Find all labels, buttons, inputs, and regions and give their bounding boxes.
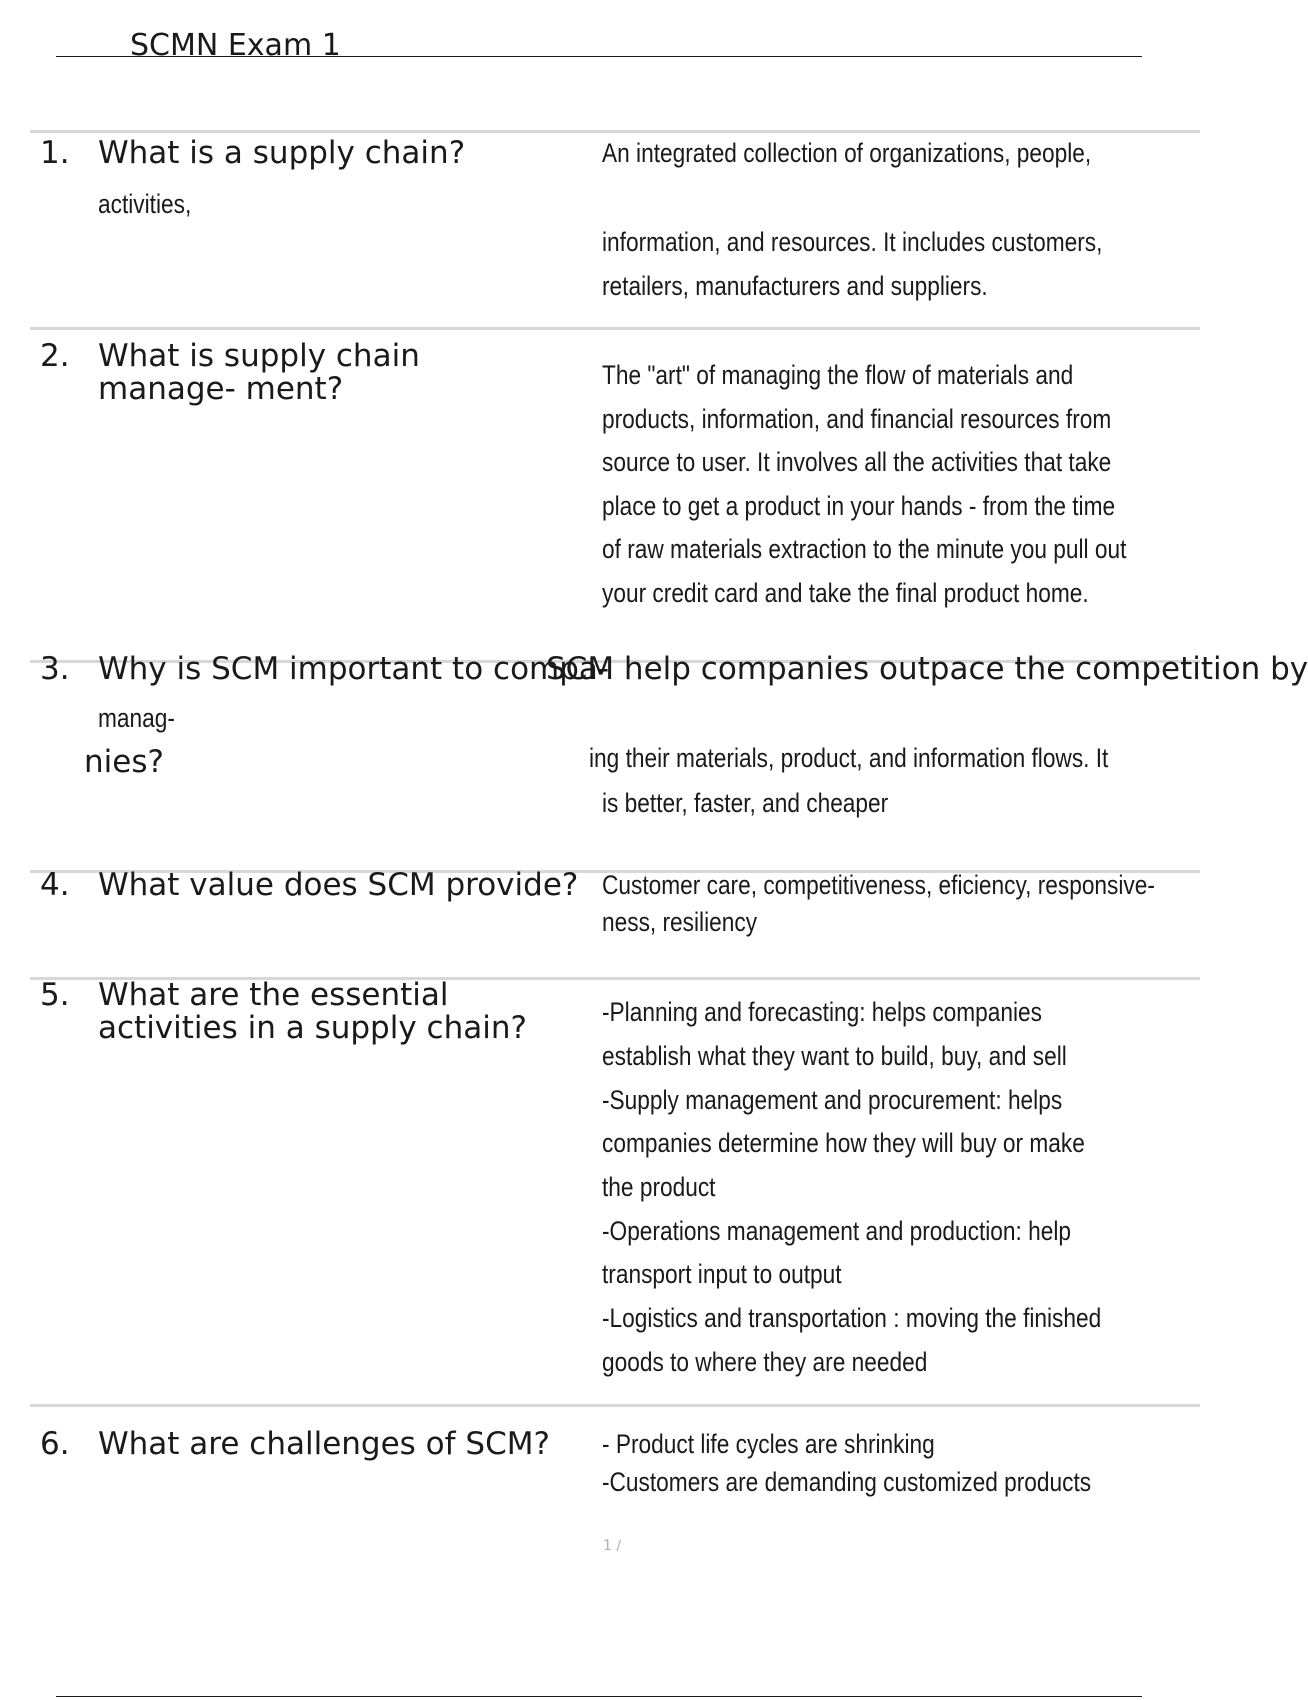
card-answer-line: of raw materials extraction to the minute you pull out (602, 534, 1127, 564)
card-number: 4. (40, 867, 70, 903)
card-question-line: What is supply chain (98, 338, 420, 374)
card-answer-line: establish what they want to build, buy, and sell (602, 1041, 1067, 1071)
card-answer-line: - Product life cycles are shrinking (602, 1429, 935, 1459)
card-question-line: activities in a supply chain? (98, 1010, 527, 1046)
card-divider (30, 327, 1200, 330)
card-answer-line: -Operations management and production: help (602, 1216, 1072, 1246)
card-answer-line: information, and resources. It includes customers, (602, 227, 1103, 257)
card-answer-line: is better, faster, and cheaper (602, 788, 889, 818)
card-answer-line: ness, resiliency (602, 907, 758, 937)
header-divider (56, 56, 1142, 57)
card-answer-line: transport input to output (602, 1259, 842, 1289)
card-question-line: manage- ment? (98, 371, 344, 407)
card-question-line: What value does SCM provide? (98, 867, 579, 903)
card-answer-line: The "art" of managing the flow of materials and (602, 360, 1074, 390)
card-divider (30, 130, 1200, 133)
card-answer-line: -Logistics and transportation : moving the finished (602, 1303, 1102, 1333)
card-answer-line: retailers, manufacturers and suppliers. (602, 271, 988, 301)
card-answer-line: -Planning and forecasting: helps companies (602, 997, 1043, 1027)
card-number: 1. (40, 135, 70, 171)
card-question-line: What are challenges of SCM? (98, 1426, 550, 1462)
page-number-marker: 1 / (603, 1538, 622, 1554)
card-answer-line: your credit card and take the final product home. (602, 578, 1089, 608)
card-question-line: Why is SCM important to compa- (98, 651, 610, 687)
card-answer-line: -Supply management and procurement: helps (602, 1085, 1063, 1115)
card-answer-line: SCM help companies outpace the competition by (546, 651, 1308, 687)
card-answer-line: products, information, and financial resources from (602, 404, 1112, 434)
card-number: 5. (40, 977, 70, 1013)
card-answer-line: An integrated collection of organizations, people, (602, 138, 1092, 168)
card-answer-line: Customer care, competitiveness, eficiency, responsive- (602, 870, 1155, 900)
card-answer-line: goods to where they are needed (602, 1347, 928, 1377)
card-question-line: activities, (98, 189, 192, 219)
card-question-line: manag- (98, 703, 175, 733)
card-question-line: nies? (84, 744, 164, 780)
card-number: 3. (40, 651, 70, 687)
card-answer-line: place to get a product in your hands - from the time (602, 491, 1116, 521)
card-number: 6. (40, 1426, 70, 1462)
page-title: SCMN Exam 1 (130, 28, 341, 63)
card-answer-line: companies determine how they will buy or make (602, 1128, 1085, 1158)
card-question-line: What are the essential (98, 977, 449, 1013)
card-answer-line: the product (602, 1172, 716, 1202)
card-divider (30, 1404, 1200, 1407)
card-number: 2. (40, 338, 70, 374)
footer-divider (56, 1696, 1142, 1697)
card-answer-line: source to user. It involves all the activities that take (602, 447, 1112, 477)
card-answer-line: -Customers are demanding customized products (602, 1467, 1092, 1497)
card-question-line: What is a supply chain? (98, 135, 466, 171)
card-answer-line: ing their materials, product, and information flows. It (589, 743, 1109, 773)
